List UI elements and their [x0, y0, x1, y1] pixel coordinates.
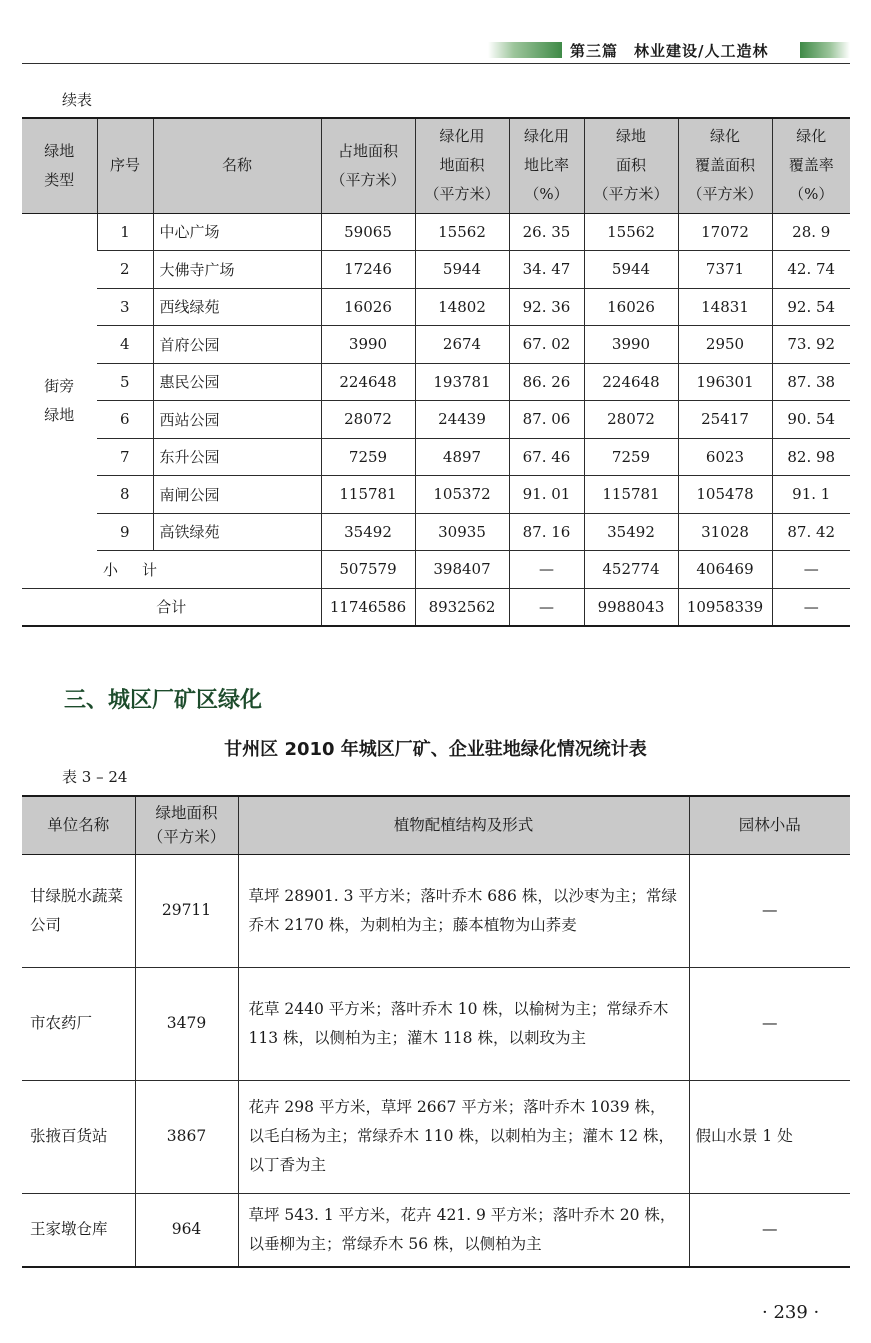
table-cell: 224648 [321, 363, 415, 401]
table-cell: 6023 [678, 438, 772, 476]
table-cell: 105372 [415, 476, 509, 514]
table-cell: 3990 [321, 326, 415, 364]
table-row [22, 363, 850, 401]
header-text: （平方米） [330, 170, 406, 189]
total-label: 合计 [22, 588, 321, 626]
header-text: 地面积 [439, 156, 485, 175]
table-cell: 86. 26 [509, 363, 584, 401]
table-cell: 90. 54 [772, 401, 850, 439]
table-cell: 16026 [584, 288, 678, 326]
total-cell: — [509, 588, 584, 626]
subtotal-cell: 406469 [678, 551, 772, 589]
section-title: 三、城区厂矿区绿化 [64, 688, 263, 713]
name-cell: 南闸公园 [153, 476, 321, 514]
table2-number: 表 3 – 24 [62, 768, 128, 786]
header-gradient-bar-right [800, 42, 850, 58]
table-header-cell [22, 796, 135, 854]
unit-name-cell: 张掖百货站 [22, 1080, 135, 1193]
name-cell: 中心广场 [153, 213, 321, 251]
table-cell: 15562 [415, 213, 509, 251]
header-gradient-bar-left [488, 42, 562, 58]
table-row [22, 213, 850, 251]
table-cell: 28. 9 [772, 213, 850, 251]
page-number: · 239 · [762, 1302, 820, 1323]
table1-header-row [22, 118, 850, 213]
total-cell: 10958339 [678, 588, 772, 626]
table-cell: 2674 [415, 326, 509, 364]
name-cell: 东升公园 [153, 438, 321, 476]
table-cell: 26. 35 [509, 213, 584, 251]
planting-structure-cell: 花草 2440 平方米；落叶乔木 10 株，以榆树为主；常绿乔木 113 株，以侧柏为主；灌木 118 株，以刺玫为主 [238, 967, 689, 1080]
header-text: （平方米） [424, 185, 500, 204]
subtotal-row [22, 551, 850, 589]
continued-label: 续表 [62, 91, 93, 109]
table-cell: 15562 [584, 213, 678, 251]
subtotal-cell: 507579 [321, 551, 415, 589]
table-row [22, 288, 850, 326]
total-row [22, 588, 850, 626]
table-header-cell [153, 118, 321, 213]
header-title: 第三篇 林业建设/人工造林 [570, 42, 769, 60]
table-cell: 5 [97, 363, 153, 401]
table-cell: 34. 47 [509, 251, 584, 289]
unit-name-cell: 市农药厂 [22, 967, 135, 1080]
table-cell: 28072 [584, 401, 678, 439]
table-row [22, 967, 850, 1080]
table-cell: 5944 [584, 251, 678, 289]
header-text: （平方米） [593, 185, 669, 204]
table-cell: 7 [97, 438, 153, 476]
table-row [22, 1080, 850, 1193]
table-cell: 2950 [678, 326, 772, 364]
table2-header-row [22, 796, 850, 854]
factory-greening-table [22, 795, 850, 1268]
area-cell: 964 [135, 1193, 238, 1267]
table-cell: 82. 98 [772, 438, 850, 476]
table-cell: 7259 [321, 438, 415, 476]
header-text: （平方米） [687, 185, 763, 204]
header-text: （平方米） [147, 828, 226, 847]
header-text: 覆盖面积 [694, 156, 755, 175]
table-cell: 196301 [678, 363, 772, 401]
table-cell: 92. 54 [772, 288, 850, 326]
running-header [22, 40, 850, 64]
table-row [22, 513, 850, 551]
table-cell: 28072 [321, 401, 415, 439]
table-cell: 35492 [321, 513, 415, 551]
green-space-type-cell [22, 213, 97, 588]
header-text: 绿地面积 [155, 804, 218, 823]
table-cell: 3 [97, 288, 153, 326]
table-cell: 2 [97, 251, 153, 289]
header-text: 序号 [109, 156, 140, 175]
garden-feature-cell: — [689, 1193, 850, 1267]
header-text: 园林小品 [738, 816, 801, 835]
table-header-cell [415, 118, 509, 213]
table-cell: 1 [97, 213, 153, 251]
table-cell: 87. 42 [772, 513, 850, 551]
table-cell: 91. 1 [772, 476, 850, 514]
planting-structure-cell: 草坪 28901. 3 平方米；落叶乔木 686 株，以沙枣为主；常绿乔木 2170 株，为刺柏为主；藤本植物为山荞麦 [238, 854, 689, 967]
table-cell: 105478 [678, 476, 772, 514]
table-cell: 115781 [584, 476, 678, 514]
total-cell: 8932562 [415, 588, 509, 626]
header-text: 占地面积 [337, 141, 398, 160]
area-cell: 29711 [135, 854, 238, 967]
table-header-cell [135, 796, 238, 854]
subtotal-cell: 398407 [415, 551, 509, 589]
header-text: 面积 [615, 156, 646, 175]
table-row [22, 476, 850, 514]
header-text: 单位名称 [47, 816, 110, 835]
total-cell: 9988043 [584, 588, 678, 626]
type-text: 绿地 [44, 405, 75, 424]
header-rule [22, 63, 850, 64]
table-cell: 14802 [415, 288, 509, 326]
table-row [22, 1193, 850, 1267]
table-cell: 67. 02 [509, 326, 584, 364]
table-cell: 25417 [678, 401, 772, 439]
table-header-cell [97, 118, 153, 213]
garden-feature-cell: 假山水景 1 处 [689, 1080, 850, 1193]
name-cell: 惠民公园 [153, 363, 321, 401]
table-cell: 9 [97, 513, 153, 551]
table-cell: 7371 [678, 251, 772, 289]
table-header-cell [22, 118, 97, 213]
header-text: 地比率 [523, 156, 569, 175]
table-row [22, 854, 850, 967]
header-text: 绿化 [709, 127, 740, 146]
header-text: （%） [789, 185, 834, 204]
header-text: 绿化用 [523, 127, 569, 146]
table-cell: 6 [97, 401, 153, 439]
area-cell: 3867 [135, 1080, 238, 1193]
name-cell: 高铁绿苑 [153, 513, 321, 551]
total-cell: 11746586 [321, 588, 415, 626]
table-header-cell [584, 118, 678, 213]
header-text: 覆盖率 [788, 156, 834, 175]
table-cell: 4897 [415, 438, 509, 476]
table-cell: 35492 [584, 513, 678, 551]
table-cell: 17246 [321, 251, 415, 289]
table-cell: 3990 [584, 326, 678, 364]
name-cell: 首府公园 [153, 326, 321, 364]
table-cell: 7259 [584, 438, 678, 476]
table-cell: 30935 [415, 513, 509, 551]
table-cell: 92. 36 [509, 288, 584, 326]
planting-structure-cell: 草坪 543. 1 平方米，花卉 421. 9 平方米；落叶乔木 20 株，以垂柳为主；常绿乔木 56 株，以侧柏为主 [238, 1193, 689, 1267]
table-cell: 87. 06 [509, 401, 584, 439]
header-text: 类型 [44, 170, 75, 189]
table-row [22, 438, 850, 476]
table-cell: 224648 [584, 363, 678, 401]
header-text: （%） [524, 185, 569, 204]
garden-feature-cell: — [689, 967, 850, 1080]
planting-structure-cell: 花卉 298 平方米，草坪 2667 平方米；落叶乔木 1039 株，以毛白杨为主；常绿乔木 110 株，以刺柏为主；灌木 12 株，以丁香为主 [238, 1080, 689, 1193]
table-header-cell [321, 118, 415, 213]
table-cell: 91. 01 [509, 476, 584, 514]
header-text: 名称 [221, 156, 252, 175]
table-cell: 5944 [415, 251, 509, 289]
table-cell: 8 [97, 476, 153, 514]
name-cell: 西线绿苑 [153, 288, 321, 326]
table-header-cell [678, 118, 772, 213]
table-cell: 16026 [321, 288, 415, 326]
table-cell: 31028 [678, 513, 772, 551]
area-cell: 3479 [135, 967, 238, 1080]
table-cell: 14831 [678, 288, 772, 326]
table-header-cell [689, 796, 850, 854]
table-cell: 73. 92 [772, 326, 850, 364]
table-cell: 67. 46 [509, 438, 584, 476]
type-text: 街旁 [44, 376, 75, 395]
table-cell: 115781 [321, 476, 415, 514]
table-row [22, 401, 850, 439]
unit-name-cell: 王家墩仓库 [22, 1193, 135, 1267]
unit-name-cell: 甘绿脱水蔬菜公司 [22, 854, 135, 967]
table-row [22, 251, 850, 289]
table-cell: 193781 [415, 363, 509, 401]
header-text: 绿地 [44, 141, 75, 160]
table-cell: 42. 74 [772, 251, 850, 289]
header-text: 绿地 [615, 127, 646, 146]
table-header-cell [509, 118, 584, 213]
header-text: 绿化 [796, 127, 827, 146]
table-cell: 59065 [321, 213, 415, 251]
header-text: 绿化用 [439, 127, 485, 146]
table-row [22, 326, 850, 364]
green-space-table [22, 117, 850, 627]
garden-feature-cell: — [689, 854, 850, 967]
header-text: 植物配植结构及形式 [393, 816, 534, 835]
total-cell: — [772, 588, 850, 626]
table-cell: 4 [97, 326, 153, 364]
name-cell: 西站公园 [153, 401, 321, 439]
subtotal-cell: 452774 [584, 551, 678, 589]
table-header-cell [238, 796, 689, 854]
table-cell: 17072 [678, 213, 772, 251]
subtotal-cell: — [509, 551, 584, 589]
table-cell: 87. 16 [509, 513, 584, 551]
subtotal-label: 小计 [97, 551, 321, 589]
table-cell: 87. 38 [772, 363, 850, 401]
table-header-cell [772, 118, 850, 213]
name-cell: 大佛寺广场 [153, 251, 321, 289]
table2-title: 甘州区 2010 年城区厂矿、企业驻地绿化情况统计表 [224, 739, 647, 760]
table-cell: 24439 [415, 401, 509, 439]
subtotal-cell: — [772, 551, 850, 589]
